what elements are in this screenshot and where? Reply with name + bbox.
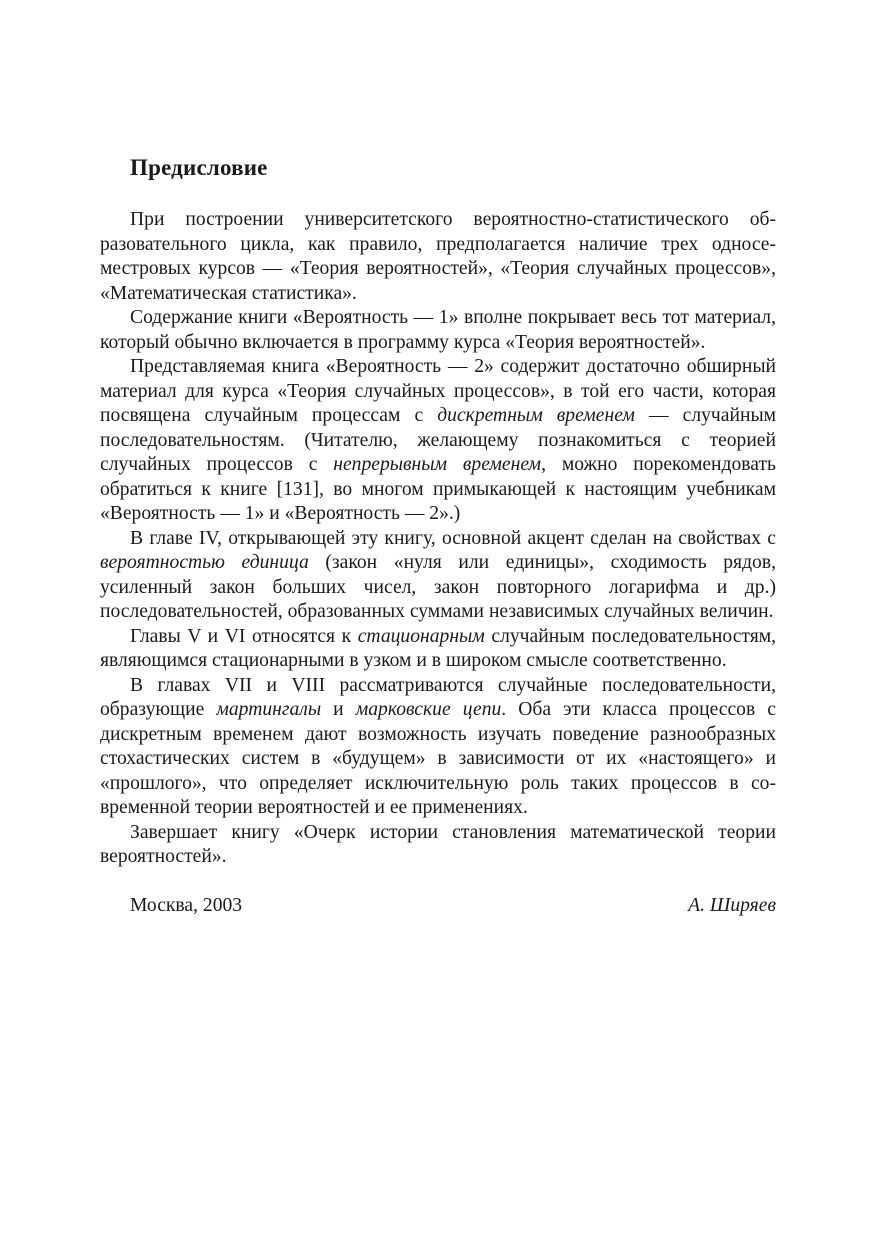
signature-line — [100, 894, 776, 919]
paragraph-text: . Оба эти класса процессов с дискретным временем дают возможность изучать поведение разнообразных стохастических систем в «будущем» в зависимости от их «настоящего» и «прошлого», что определяет исключительную роль таких процессов в современной теории вероятностей и ее применениях. — [100, 699, 776, 818]
paragraph-text: — случайным последовательностям. (Читателю, желающему познакомиться с теорией случайных процессов с — [100, 405, 777, 475]
place-date: Москва, 2003 — [130, 894, 243, 916]
paragraph-text: В главе IV, открывающей эту книгу, основной акцент сделан на свойствах с — [130, 527, 776, 549]
paragraph-text: Представляемая книга «Вероятность — 2» содержит достаточно обширный материал для курса «Теория случайных процессов», в той его части, которая посвящена случайным процессам с — [100, 356, 776, 426]
paragraph-text: и — [321, 699, 356, 720]
paragraph — [100, 527, 776, 625]
paragraph — [100, 821, 776, 870]
paragraph-text: случайным последовательностям, являющимся стационарными в узком и в широком смысле соответственно. — [100, 625, 777, 671]
paragraph-text: В главах VII и VIII рассматриваются случайные последовательности, образующие — [100, 674, 776, 720]
paragraph-text: (закон «нуля или единицы», сходимость рядов, усиленный закон больших чисел, закон повторного логарифма и др.) последовательностей, образованных суммами независимых случайных величин. — [100, 552, 776, 622]
preface-page — [100, 152, 776, 918]
emphasized-term: марковские цепи — [355, 699, 502, 720]
paragraph-text: Завершает книгу «Очерк истории становления математической теории вероятностей». — [100, 821, 776, 867]
emphasized-term: мартингалы — [216, 699, 322, 720]
paragraph — [100, 674, 776, 821]
paragraph-text: , можно порекомендовать обратиться к книге [131], во многом примыкающей к настоящим учебникам «Вероятность — 1» и «Вероятность — 2».) — [100, 454, 776, 524]
emphasized-term: дискретным временем — [437, 405, 635, 426]
page-title: Предисловие — [130, 155, 268, 180]
emphasized-term: непрерывным временем — [333, 454, 542, 475]
paragraph-text: Содержание книги «Вероятность — 1» вполне покрывает весь тот материал, который обычно включается в программу курса «Теория вероятностей». — [100, 307, 776, 353]
paragraph — [100, 208, 776, 306]
author-name: А. Ширяев — [688, 894, 776, 916]
paragraph — [100, 355, 776, 527]
preface-body — [100, 208, 776, 870]
paragraph — [100, 306, 776, 355]
emphasized-term: вероятностью единица — [100, 552, 309, 573]
paragraph-text: При построении университетского вероятностно-статистического образовательного цикла, как правило, предполагается наличие трех односеместровых курсов — «Теория вероятностей», «Теория случайных процессов», «Математическая статистика». — [100, 209, 776, 304]
paragraph-text: Главы V и VI относятся к — [130, 625, 358, 647]
emphasized-term: стационарным — [357, 625, 485, 647]
paragraph — [100, 625, 776, 674]
